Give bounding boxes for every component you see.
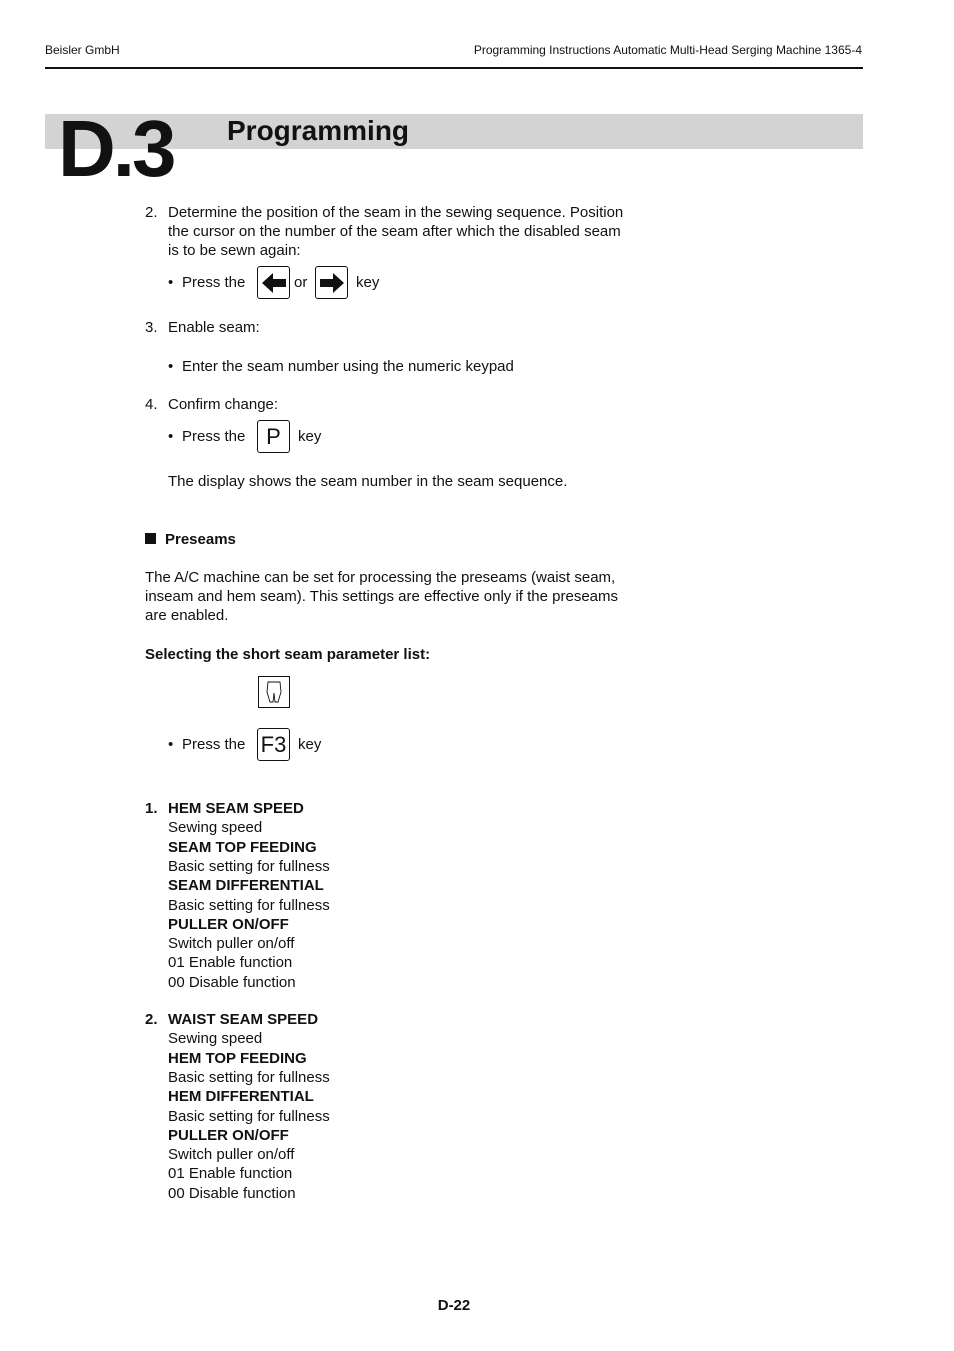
preseams-subheading: Selecting the short seam parameter list:	[145, 646, 431, 663]
arrow-left-key[interactable]	[257, 266, 290, 299]
header-company: Beisler GmbH	[45, 43, 120, 57]
header-rule	[45, 67, 863, 69]
step-2-line-2: the cursor on the number of the seam after which the disabled seam	[168, 223, 621, 240]
arrow-right-icon	[319, 272, 345, 294]
page-title: Programming	[227, 115, 410, 146]
step-4-bullet-pre: Press the	[182, 428, 246, 445]
preseams-bullet-pre: Press the	[182, 736, 246, 753]
step-2-bullet-or: or	[294, 274, 308, 291]
param-description: 00 Disable function	[168, 973, 296, 991]
param-description: Basic setting for fullness	[168, 857, 330, 875]
param-name: PULLER ON/OFF	[168, 1126, 289, 1144]
p-key[interactable]	[257, 420, 290, 453]
header-doc-title: Programming Instructions Automatic Multi-Head Serging Machine 1365-4	[473, 43, 862, 57]
chapter-number: D.3	[58, 104, 174, 193]
p-key-label: P	[266, 423, 281, 449]
short-seam-symbol	[258, 676, 290, 708]
param-2-number: 2.	[145, 1011, 158, 1028]
f3-key[interactable]	[257, 728, 290, 761]
bullet-dot: •	[168, 358, 174, 375]
step-3-number: 3.	[145, 319, 158, 336]
param-1-number: 1.	[145, 800, 158, 817]
bullet-dot: •	[168, 428, 174, 445]
step-2-line-3: is to be sewn again:	[168, 242, 301, 259]
step-2-number: 2.	[145, 204, 158, 221]
step-2-line-1: Determine the position of the seam in the sewing sequence. Position	[168, 204, 624, 221]
preseams-bullet-post: key	[298, 736, 322, 753]
param-description: Switch puller on/off	[168, 935, 295, 953]
param-name: HEM SEAM SPEED	[168, 800, 304, 817]
step-2-bullet-post: key	[356, 274, 380, 291]
step-4-note: The display shows the seam number in the seam sequence.	[168, 473, 568, 490]
param-description: 00 Disable function	[168, 1184, 296, 1202]
f3-key-label: F3	[260, 731, 287, 757]
param-name: HEM TOP FEEDING	[168, 1049, 307, 1067]
step-2-bullet-pre: Press the	[182, 274, 246, 291]
bullet-dot: •	[168, 274, 174, 291]
param-description: Basic setting for fullness	[168, 1068, 330, 1086]
arrow-right-key[interactable]	[315, 266, 348, 299]
param-description: Switch puller on/off	[168, 1146, 295, 1164]
step-4-text: Confirm change:	[168, 396, 279, 413]
param-description: Sewing speed	[168, 819, 263, 837]
arrow-left-icon	[261, 272, 287, 294]
param-description: Basic setting for fullness	[168, 1107, 330, 1125]
step-4-bullet-post: key	[298, 428, 322, 445]
param-name: PULLER ON/OFF	[168, 915, 289, 933]
param-description: Basic setting for fullness	[168, 896, 330, 914]
param-name: SEAM DIFFERENTIAL	[168, 877, 324, 895]
param-description: Sewing speed	[168, 1030, 263, 1048]
preseams-paragraph-line-1: The A/C machine can be set for processing the preseams (waist seam,	[145, 569, 616, 586]
page-number: D-22	[437, 1297, 471, 1314]
preseams-paragraph-line-2: inseam and hem seam). This settings are effective only if the preseams	[145, 588, 619, 605]
step-3-text: Enable seam:	[168, 319, 260, 336]
section-square-bullet	[145, 533, 156, 544]
bullet-dot: •	[168, 736, 174, 753]
param-name: WAIST SEAM SPEED	[168, 1011, 319, 1028]
step-3-bullet: Enter the seam number using the numeric keypad	[182, 358, 514, 375]
preseams-paragraph-line-3: are enabled.	[145, 607, 229, 624]
short-pants-icon	[265, 680, 283, 704]
preseams-heading: Preseams	[165, 531, 236, 548]
param-name: SEAM TOP FEEDING	[168, 838, 317, 856]
param-description: 01 Enable function	[168, 954, 293, 972]
param-name: HEM DIFFERENTIAL	[168, 1088, 314, 1106]
param-description: 01 Enable function	[168, 1165, 293, 1183]
step-4-number: 4.	[145, 396, 158, 413]
